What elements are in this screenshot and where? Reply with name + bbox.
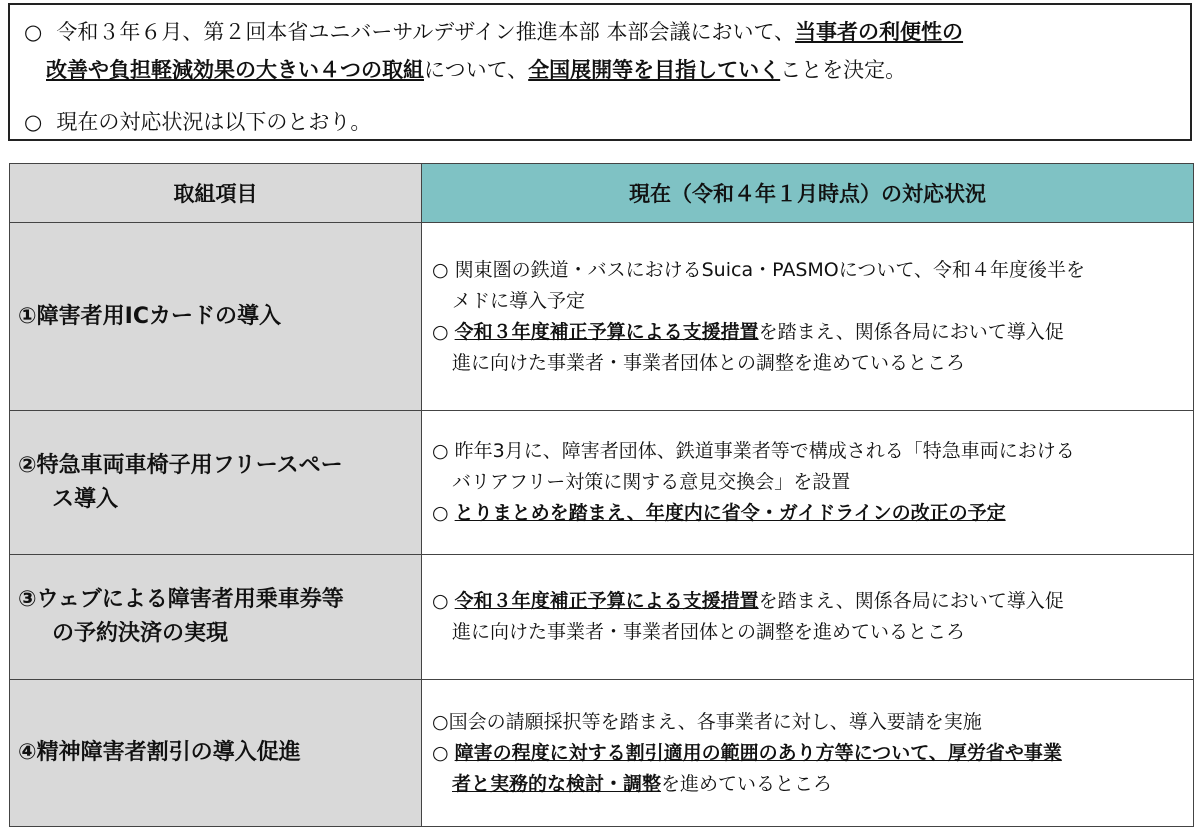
status-bullet — [432, 498, 1183, 529]
item-label: ③ウェブによる障害者用乗車券等 — [18, 587, 344, 612]
item-cell — [10, 680, 422, 827]
circle-bullet-icon: ○ — [432, 320, 455, 343]
status-bullet — [432, 707, 1183, 738]
circle-bullet-icon: ○ — [432, 590, 455, 612]
table-row — [10, 555, 1194, 680]
summary-text: 現在の対応状況は以下のとおり。 — [56, 110, 372, 134]
status-text: を踏まえ、関係各局において導入促 — [758, 590, 1064, 612]
status-text — [432, 769, 1183, 800]
status-cell — [422, 555, 1194, 680]
status-cell — [422, 223, 1194, 411]
status-cell — [422, 680, 1194, 827]
summary-text: 令和３年６月、第２回本省ユニバーサルデザイン推進本部 本部会議において、 — [56, 20, 796, 44]
status-text: を踏まえ、関係各局において導入促 — [758, 320, 1064, 343]
status-bullet — [432, 586, 1183, 648]
summary-text: について、 — [424, 58, 529, 82]
status-text: ○国会の請願採択等を踏まえ、各事業者に対し、導入要請を実施 — [432, 710, 982, 733]
status-bullet — [432, 317, 1183, 379]
status-text: ○ 昨年3月に、障害者団体、鉄道事業者等で構成される「特急車両における — [432, 440, 1075, 462]
item-label: ②特急車両車椅子用フリースペー — [18, 452, 343, 478]
status-text: バリアフリー対策に関する意見交換会」を設置 — [452, 471, 851, 493]
summary-text: ことを決定。 — [780, 58, 907, 82]
item-cell — [10, 223, 422, 411]
summary-line-1 — [24, 13, 1176, 51]
status-emphasis: 令和３年度補正予算による支援措置 — [454, 590, 759, 612]
status-emphasis: 令和３年度補正予算による支援措置 — [454, 320, 759, 343]
status-text: ○ 関東圏の鉄道・バスにおけるSuica・PASMOについて、令和４年度後半を — [432, 258, 1085, 281]
item-label: ス導入 — [52, 486, 119, 512]
summary-emphasis: 当事者の利便性の — [795, 20, 964, 44]
table-row — [10, 223, 1194, 411]
status-emphasis: 障害の程度に対する割引適用の範囲のあり方等について、厚労省や事業 — [454, 741, 1062, 764]
item-cell — [10, 411, 422, 555]
table-row — [10, 680, 1194, 827]
item-label: ①障害者用ICカードの導入 — [18, 303, 281, 329]
status-bullet — [432, 255, 1183, 317]
circle-bullet-icon: ○ — [24, 20, 43, 44]
status-text: 進に向けた事業者・事業者団体との調整を進めているところ — [452, 351, 966, 374]
circle-bullet-icon: ○ — [432, 741, 455, 764]
item-label: の予約決済の実現 — [52, 621, 229, 646]
item-label: ④精神障害者割引の導入促進 — [18, 740, 301, 765]
circle-bullet-icon: ○ — [24, 110, 43, 134]
circle-bullet-icon: ○ — [432, 502, 455, 524]
status-text: メドに導入予定 — [452, 289, 586, 312]
table-row — [10, 411, 1194, 555]
status-cell — [422, 411, 1194, 555]
status-emphasis: とりまとめを踏まえ、年度内に省令・ガイドラインの改正の予定 — [454, 502, 1006, 524]
status-bullet — [432, 738, 1183, 800]
summary-box — [8, 3, 1192, 141]
summary-emphasis: 改善や負担軽減効果の大きい４つの取組 — [46, 58, 424, 82]
summary-emphasis: 全国展開等を目指していく — [528, 58, 781, 82]
summary-line-3 — [24, 103, 1176, 141]
status-text: を進めているところ — [661, 772, 833, 795]
column-header-status: 現在（令和４年１月時点）の対応状況 — [422, 164, 1194, 223]
status-bullet — [432, 436, 1183, 498]
status-table — [9, 163, 1194, 827]
status-text: 進に向けた事業者・事業者団体との調整を進めているところ — [452, 621, 966, 643]
status-emphasis: 者と実務的な検討・調整 — [452, 772, 662, 795]
summary-line-2 — [24, 51, 1176, 89]
item-cell — [10, 555, 422, 680]
table-header-row — [10, 164, 1194, 223]
column-header-item: 取組項目 — [10, 164, 422, 223]
